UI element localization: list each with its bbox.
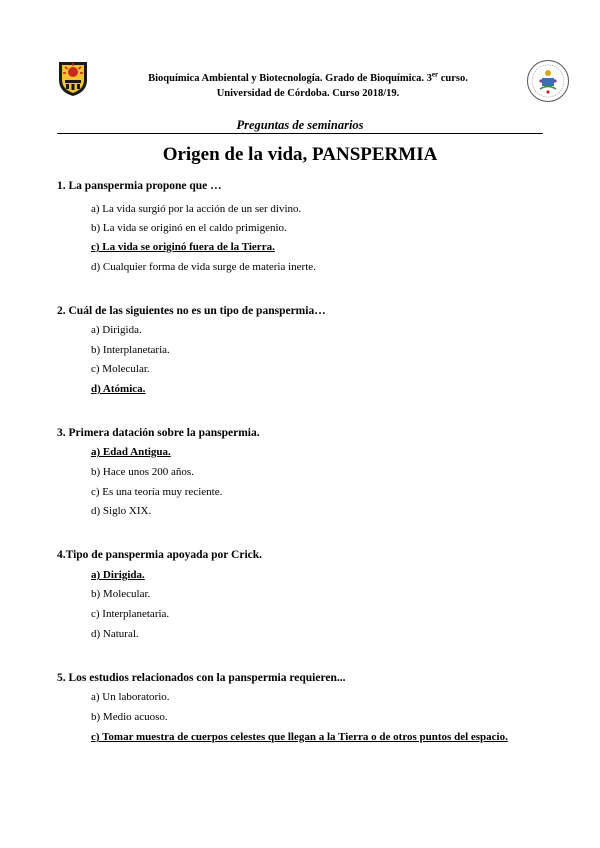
question-4-correct-answer: a) Dirigida. <box>91 569 145 581</box>
question-4-option-b: b) Molecular. <box>91 588 151 600</box>
header-divider <box>57 133 543 134</box>
question-4-option-d: d) Natural. <box>91 628 139 640</box>
question-1: 1. La panspermia propone que … <box>57 180 222 192</box>
university-line: Universidad de Córdoba. Curso 2018/19. <box>216 88 400 99</box>
university-logo-icon <box>53 56 93 98</box>
course-header <box>108 71 508 101</box>
question-4-option-c: c) Interplanetaria. <box>91 608 170 620</box>
question-1-option-d: d) Cualquier forma de vida surge de materia inerte. <box>91 261 316 273</box>
question-3-correct-answer: a) Edad Antigua. <box>91 446 171 458</box>
question-3-option-c: c) Es una teoría muy reciente. <box>91 486 223 498</box>
question-2-option-a: a) Dirigida. <box>91 324 142 336</box>
question-3-option-d: d) Siglo XIX. <box>91 505 152 517</box>
question-5-correct-answer: c) Tomar muestra de cuerpos celestes que llegan a la Tierra o de otros puntos del espacio. <box>91 731 508 743</box>
question-2: 2. Cuál de las siguientes no es un tipo de panspermia… <box>57 305 326 317</box>
question-2-option-b: b) Interplanetaria. <box>91 344 170 356</box>
faculty-seal-icon <box>526 59 570 103</box>
question-5-option-b: b) Medio acuoso. <box>91 711 168 723</box>
question-4: 4.Tipo de panspermia apoyada por Crick. <box>57 549 263 561</box>
question-2-correct-answer: d) Atómica. <box>91 383 146 395</box>
question-1-option-a: a) La vida surgió por la acción de un ser divino. <box>91 203 302 215</box>
course-line: Bioquímica Ambiental y Biotecnología. Grado de Bioquímica. 3er curso. <box>148 70 468 84</box>
question-5-option-a: a) Un laboratorio. <box>91 691 170 703</box>
page-title: Origen de la vida, PANSPERMIA <box>162 144 438 165</box>
question-1-option-b: b) La vida se originó en el caldo primigenio. <box>91 222 287 234</box>
section-subtitle: Preguntas de seminarios <box>236 118 364 132</box>
question-5: 5. Los estudios relacionados con la panspermia requieren... <box>57 672 346 684</box>
question-2-option-c: c) Molecular. <box>91 363 150 375</box>
question-1-correct-answer: c) La vida se originó fuera de la Tierra. <box>91 241 275 253</box>
question-3-option-b: b) Hace unos 200 años. <box>91 466 194 478</box>
question-3: 3. Primera datación sobre la panspermia. <box>57 427 260 439</box>
